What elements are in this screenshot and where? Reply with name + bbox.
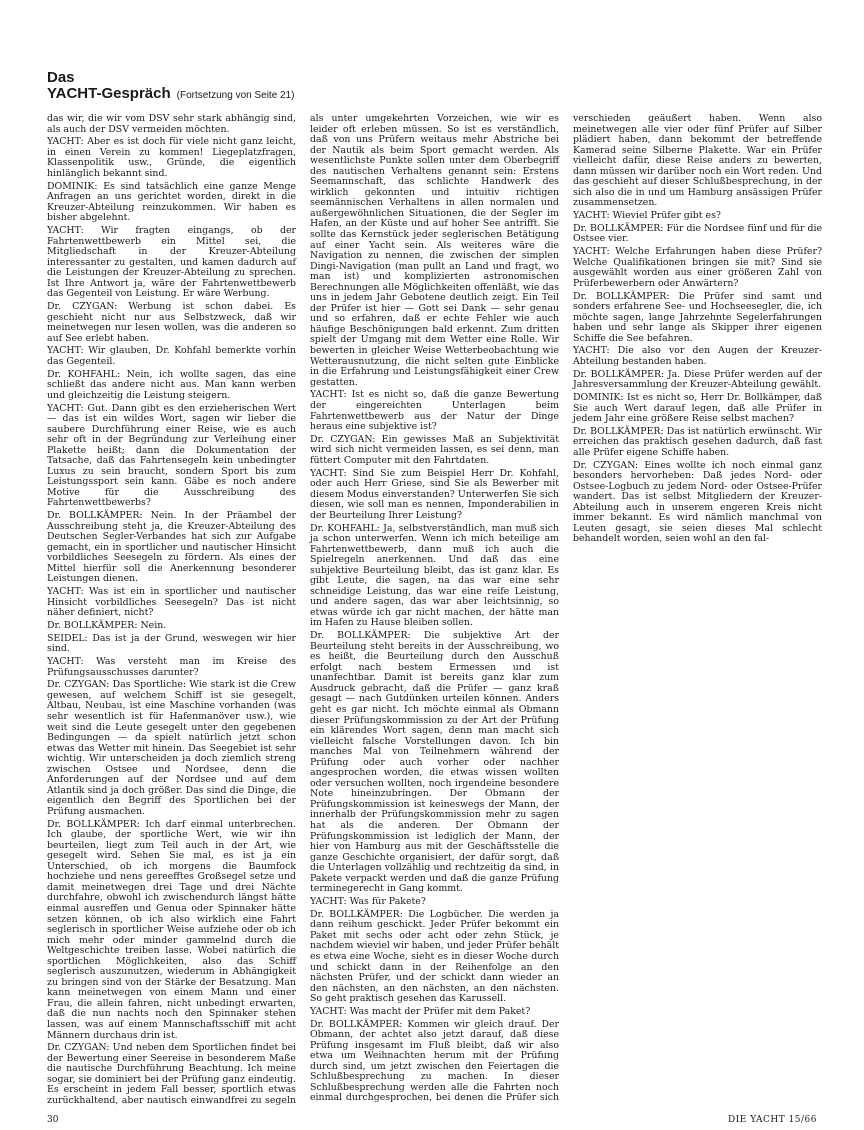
article-body xyxy=(47,114,822,1108)
article-paragraph: Dr. BOLLKÄMPER: Kommen wir gleich drauf. Der Obmann, der achtet also jetzt darauf, daß diese Prüfung insgesamt im Fluß bleibt, daß wir also etwa um Weihnachten herum mit der Prüfung durch sind, um jetzt zwischen den Feiertagen die Schlußbesprechung zu machen. In dieser Schlußbesprechung werden alle die Fahrten noch einmal durchgesprochen, bei denen die Prüfer sich verschieden geäußert haben. Wenn also meinetwegen alle vier oder fünf Prüfer auf Silber plädiert haben, dann bekommt der betreffende Kamerad seine Silberne Plakette. War ein Prüfer vielleicht dafür, diese Reise anders zu bewerten, dann müssen wir darüber noch ein Wort reden. Und das geschieht auf dieser Schlußbesprechung, in der sich also die in und um Hamburg ansässigen Prüfer zusammensetzen. xyxy=(310,113,822,1104)
article-paragraph: Dr. CZYGAN: Das Sportliche: Wie stark ist die Crew gewesen, auf welchem Schiff ist sie gesegelt, Altbau, Neubau, ist eine Maschine vorhanden (was sehr wesentlich ist für Hafenmanöver usw.), wie weit sind die Leute gesegelt unter den gegebenen Bedingungen — da spielt natürlich jetzt schon etwas das Wetter mit hinein. Das Seegebiet ist sehr wichtig. Wir unterscheiden ja doch ziemlich streng zwischen Ostsee und Nordsee, denn die Anforderungen auf der Nordsee und auf dem Atlantik sind ja doch größer. Das sind die Dinge, die eigentlich den Begriff des Sportlichen bei der Prüfung ausmachen. xyxy=(47,679,296,817)
article-paragraph: DOMINIK: Es sind tatsächlich eine ganze Menge Anfragen an uns gerichtet worden, direkt in die Kreuzer-Abteilung reinzukommen. Wir haben es bisher abgelehnt. xyxy=(47,180,296,224)
article-header xyxy=(47,70,827,104)
article-paragraph: Dr. BOLLKÄMPER: Das ist natürlich erwünscht. Wir erreichen das praktisch gesehen dadurch, daß fast alle Prüfer eigene Schiffe haben. xyxy=(573,425,822,458)
article-paragraph: YACHT: Sind Sie zum Beispiel Herr Dr. Kohfahl, oder auch Herr Griese, sind Sie als Bewerber mit diesem Modus einverstanden? Unterwerfen Sie sich diesen, wie soll man es nennen, Imponderabilien in der Beurteilung Ihrer Leistung? xyxy=(310,467,559,521)
article-paragraph: Dr. KOHFAHL: Nein, ich wollte sagen, das eine schließt das andere nicht aus. Man kann werben und gleichzeitig die Leistung steigern. xyxy=(47,368,296,401)
article-paragraph: YACHT: Die also vor den Augen der Kreuzer-Abteilung bestanden haben. xyxy=(573,345,822,367)
article-paragraph: Dr. BOLLKÄMPER: Die subjektive Art der Beurteilung steht bereits in der Ausschreibung, wo es heißt, die Beurteilung durch den Ausschuß erfolgt nach bestem Ermessen und ist unanfechtbar. Damit ist bereits ganz klar zum Ausdruck gebracht, daß die Prüfer — ganz kraß gesagt — nach Gutdünken urteilen können. Anders geht es gar nicht. Ich möchte einmal als Obmann dieser Prüfungskommission zu der Art der Prüfung ein klärendes Wort sagen, denn man macht sich vielleicht falsche Vorstellungen davon. Ich bin manches Mal von Teilnehmern während der Prüfung oder auch vorher oder nachher angesprochen worden, die etwas wissen wollten oder versuchen wollten, noch irgendeine besondere Note hineinzubringen. Der Obmann der Prüfungskommission ist keineswegs der Mann, der innerhalb der Prüfungskommission mehr zu sagen hat als die anderen. Der Obmann der Prüfungskommission ist lediglich der Mann, der hier von Hamburg aus mit der Geschäftsstelle die ganze Geschichte organisiert, der dafür sorgt, daß die Unterlagen vollzählig und rechtzeitig da sind, in Pakete verpackt werden und daß die ganze Prüfung terminegerecht in Gang kommt. xyxy=(310,630,559,895)
article-paragraph: Dr. CZYGAN: Ein gewisses Maß an Subjektivität wird sich nicht vermeiden lassen, es sei denn, man füttert Computer mit den Fahrtdaten. xyxy=(310,433,559,466)
article-paragraph: YACHT: Was ist ein in sportlicher und nautischer Hinsicht vorbildliches Seesegeln? Das ist nicht näher definiert, nicht? xyxy=(47,586,296,619)
article-paragraph: YACHT: Gut. Dann gibt es den erzieherischen Wert — das ist ein wildes Wort, sagen wir lieber die saubere Durchführung einer Reise, wie es auch sehr oft in der Begründung zur Verleihung einer Plakette heißt; dann die Dokumentation der Tatsache, daß das Fahrtensegeln kein unbedingter Luxus zu sein braucht, sondern Sport bis zum Leistungssport sein kann. Gäbe es noch andere Motive für die Ausschreibung des Fahrtenwettbewerbs? xyxy=(47,402,296,509)
article-paragraph: SEIDEL: Das ist ja der Grund, weswegen wir hier sind. xyxy=(47,632,296,655)
article-paragraph: YACHT: Was macht der Prüfer mit dem Paket? xyxy=(310,1005,531,1017)
article-paragraph: YACHT: Was versteht man im Kreise des Prüfungsausschusses darunter? xyxy=(47,656,296,678)
article-paragraph: DOMINIK: Ist es nicht so, Herr Dr. Bollkämper, daß Sie auch Wert darauf legen, daß alle Prüfer in jedem Jahr eine größere Reise selbst machen? xyxy=(573,391,822,425)
article-paragraph: YACHT: Welche Erfahrungen haben diese Prüfer? Welche Qualifikationen bringen sie mit? Sind sie ausgewählt worden aus einer größeren Zahl von Prüferbewerbern oder Anwärtern? xyxy=(573,246,822,289)
article-paragraph: YACHT: Was für Pakete? xyxy=(310,896,426,908)
article-paragraph: Dr. BOLLKÄMPER: Für die Nordsee fünf und für die Ostsee vier. xyxy=(573,222,822,245)
article-paragraph: Dr. BOLLKÄMPER: Nein. xyxy=(47,620,167,632)
article-paragraph: Dr. BOLLKÄMPER: Ja. Diese Prüfer werden auf der Jahresversammlung der Kreuzer-Abteilung gewählt. xyxy=(573,368,822,391)
article-paragraph: YACHT: Aber es ist doch für viele nicht ganz leicht, in einen Verein zu kommen! Liegeplatzfragen, Klassenpolitik usw., Gründe, die eigentlich hinlänglich bekannt sind. xyxy=(47,136,296,179)
article-paragraph: Dr. CZYGAN: Und neben dem Sportlichen findet bei der Bewertung einer Seereise in besonderem Maße die nautische Durchführung Beachtung. Ich meine sogar, sie dominiert bei der Prüfung ganz eindeutig. Es erscheint in jedem Fall besser, sportlich etwas zurückhaltend, aber nautisch einwandfrei zu segeln als unter umgekehrten Vorzeichen, wie wir es leider oft erleben müssen. So ist es verständlich, daß von uns Prüfern weitaus mehr Abstriche bei der Nautik als beim Sport gemacht werden. Als wesentlichste Punkte sollen unter dem Oberbegriff des nautischen Verhaltens genannt sein: Erstens Seemannschaft, das schlichte Handwerk des wirklich gekonnten und intuitiv richtigen seemännischen Verhaltens in allen normalen und außergewöhnlichen Situationen, die der Segler im Hafen, an der Küste und auf hoher See antrifft. Sie sollte das Kernstück jeder seglerischen Betätigung auf einer Yacht sein. Als weiteres wäre die Navigation zu nennen, die zwischen der simplen Dingi-Navigation (man pullt an Land und fragt, wo man ist) und komplizierten astronomischen Berechnungen alle Möglichkeiten offenläßt, wie das uns in jedem Jahr Gebotene deutlich zeigt. Ein Teil der Prüfer ist hier — Gott sei Dank — sehr genau und so erfahren, daß er echte Fehler wie auch häufige Beschönigungen bald erkennt. Zum dritten spielt der Umgang mit dem Wetter eine Rolle. Wir bewerten in gleicher Weise Wetterbeobachtung wie Wetterausnutzung, die nicht selten gute Einblicke in die Erfahrung und Leistungsfähigkeit einer Crew gestatten. xyxy=(47,113,559,1107)
article-paragraph: Dr. BOLLKÄMPER: Die Logbücher. Die werden ja dann reihum geschickt. Jeder Prüfer bekommt ein Paket mit sechs oder acht oder zehn Stück, je nachdem wieviel wir haben, und jeder Prüfer behält es etwa eine Woche, sieht es in dieser Woche durch und schickt dann in der Reihenfolge an den nächsten Prüfer, und der schickt dann wieder an den nächsten, an den nächsten, an den nächsten. So geht praktisch gesehen das Karussell. xyxy=(310,908,559,1005)
article-paragraph: YACHT: Wir fragten eingangs, ob der Fahrtenwettbewerb ein Mittel sei, die Mitgliedschaft in der Kreuzer-Abteilung interessanter zu gestalten, und kamen dadurch auf die Leistungen der Kreuzer-Abteilung zu sprechen. Ist Ihre Antwort ja, wäre der Fahrtenwettbewerb das Gegenteil von Leistung. Er wäre Werbung. xyxy=(47,225,296,300)
page-number: 30 xyxy=(47,1115,59,1125)
article-paragraph: Dr. BOLLKÄMPER: Nein. In der Präambel der Ausschreibung steht ja, die Kreuzer-Abteilung des Deutschen Segler-Verbandes hat sich zur Aufgabe gemacht, ein in sportlicher und nautischer Hinsicht vorbildliches Seesegeln zu fördern. Als eines der Mittel hierfür soll die Anerkennung besonderer Leistungen dienen. xyxy=(47,510,296,585)
article-paragraph: YACHT: Wieviel Prüfer gibt es? xyxy=(573,210,721,222)
article-paragraph: YACHT: Wir glauben, Dr. Kohfahl bemerkte vorhin das Gegenteil. xyxy=(47,345,296,367)
header-das: Das xyxy=(47,69,75,86)
article-paragraph: Dr. CZYGAN: Eines wollte ich noch einmal ganz besonders hervorheben: Daß jedes Nord- oder Ostsee-Logbuch zu jedem Nord- oder Ostsee-Prüfer wandert. Das ist selbst Mitgliedern der Kreuzer-Abteilung auch in unserem engeren Kreis nicht immer bekannt. Es wird nämlich manchmal von Leuten gesagt, sie seien dieses Mal schlecht behandelt worden, seien wohl an den fal- xyxy=(573,459,822,545)
article-paragraph: Dr. KOHFAHL: Ja, selbstverständlich, man muß sich ja schon unterwerfen. Wenn ich mich beteilige am Fahrtenwettbewerb, dann muß ich auch die Spielregeln anerkennen. Und daß das eine subjektive Beurteilung bleibt, das ist ganz klar. Es gibt Leute, die sagen, na das war eine sehr schneidige Leistung, das war eine reife Leistung, und andere sagen, das war aber leichtsinnig, so etwas würde ich gar nicht machen, der hätte man im Hafen zu Hause bleiben sollen. xyxy=(310,522,559,629)
header-continuation: (Fortsetzung von Seite 21) xyxy=(176,90,295,101)
article-paragraph: das wir, die wir vom DSV sehr stark abhängig sind, als auch der DSV vermeiden möchten. xyxy=(47,113,296,135)
article-paragraph: YACHT: Ist es nicht so, daß die ganze Bewertung der eingereichten Unterlagen beim Fahrtenwettbewerb aus der Natur der Dinge heraus eine subjektive ist? xyxy=(310,389,559,433)
header-title: YACHT-Gespräch xyxy=(47,85,171,102)
magazine-issue: DIE YACHT 15/66 xyxy=(728,1115,817,1125)
article-paragraph: Dr. CZYGAN: Werbung ist schon dabei. Es geschieht nicht nur aus Selbstzweck, daß wir meinetwegen nur lesen wollen, was die anderen so auf See erlebt haben. xyxy=(47,301,296,344)
header-title-line xyxy=(47,85,827,104)
article-paragraph: Dr. BOLLKÄMPER: Die Prüfer sind samt und sonders erfahrene See- und Hochseesegler, die, ich möchte sagen, lange Jahrzehnte Segelerfahrungen haben und sehr lange als Skipper ihrer eigenen Schiffe die See befahren. xyxy=(573,290,822,344)
article-paragraph: Dr. BOLLKÄMPER: Ich darf einmal unterbrechen. Ich glaube, der sportliche Wert, wie wir ihn beurteilen, liegt zum Teil auch in der Art, wie gesegelt wird. Sehen Sie mal, es ist ja ein Unterschied, ob ich morgens die Baumfock hochziehe und nens gereefftes Großsegel setze und damit meinetwegen drei Tage und drei Nächte durchfahre, obwohl ich zwischendurch längst hätte einmal ausreffen und Genua oder Spinnaker hätte setzen können, ob ich also wirklich eine Fahrt seglerisch in sportlicher Weise aufziehe oder ob ich mich mehr oder minder gammelnd durch die Weltgeschichte treiben lasse. Wobei natürlich die sportlichen Möglichkeiten, also das Schiff seglerisch auszunutzen, wiederum in Abhängigkeit zu bringen sind von der Stärke der Besatzung. Man kann meinetwegen von einem Mann und einer Frau, die allein fahren, nicht unbedingt erwarten, daß die nun nachts noch den Spinnaker stehen lassen, was auf einem Mannschaftsschiff mit acht Männern durchaus drin ist. xyxy=(47,818,296,1041)
